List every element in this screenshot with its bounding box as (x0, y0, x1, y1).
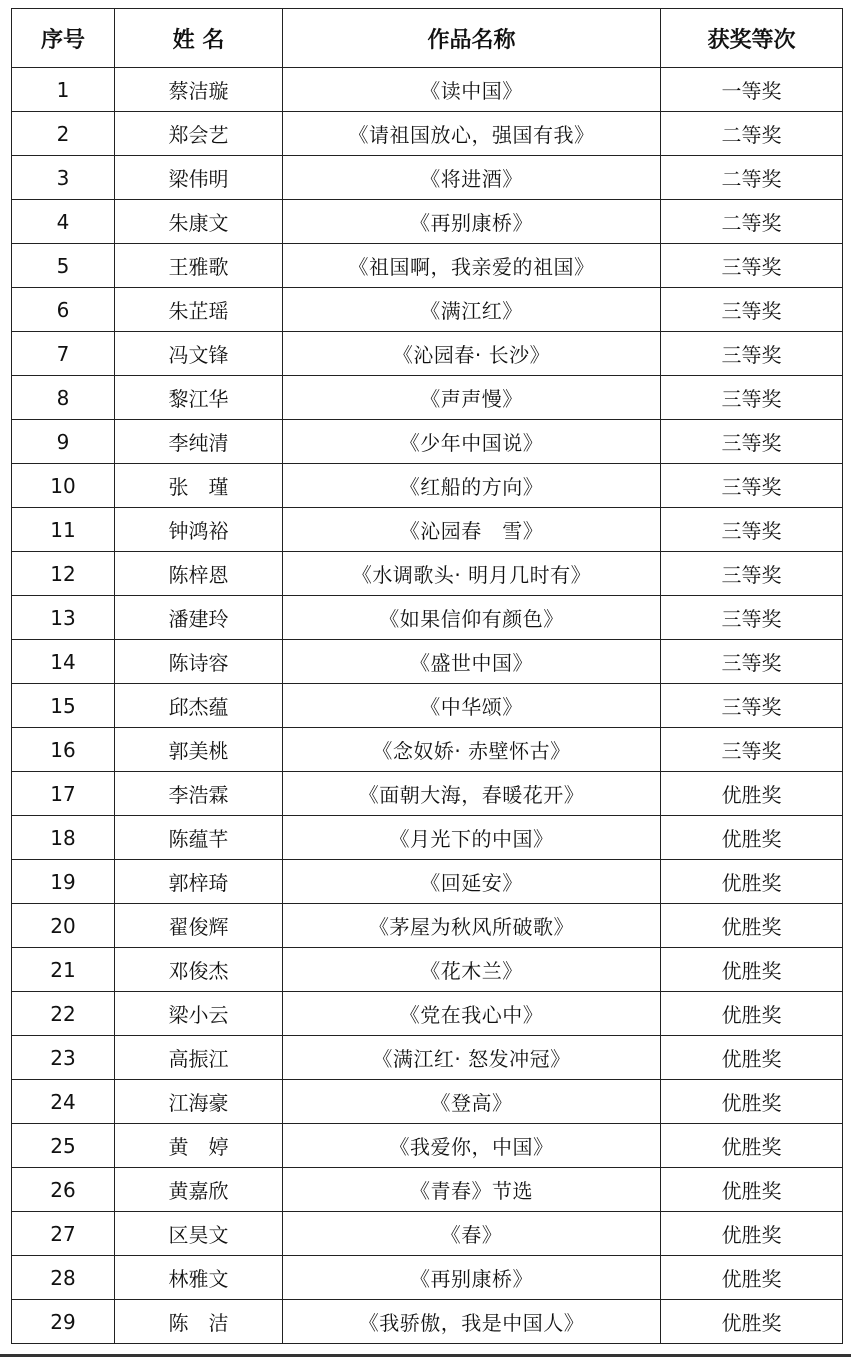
award-level: 三等奖 (661, 640, 843, 684)
award-level: 三等奖 (661, 728, 843, 772)
table-row (12, 1256, 843, 1300)
header-award: 获奖等次 (661, 9, 843, 68)
award-level: 优胜奖 (661, 1124, 843, 1168)
work-title: 《读中国》 (283, 68, 661, 112)
row-number: 18 (12, 816, 115, 860)
row-number: 24 (12, 1080, 115, 1124)
winner-name: 邓俊杰 (115, 948, 283, 992)
winner-name: 郑会艺 (115, 112, 283, 156)
table-row (12, 860, 843, 904)
winner-name: 郭美桃 (115, 728, 283, 772)
table-row (12, 288, 843, 332)
row-number: 26 (12, 1168, 115, 1212)
winner-name: 王雅歌 (115, 244, 283, 288)
winner-name: 黄 婷 (115, 1124, 283, 1168)
table-row (12, 1212, 843, 1256)
award-level: 三等奖 (661, 376, 843, 420)
award-level: 三等奖 (661, 552, 843, 596)
award-level: 优胜奖 (661, 948, 843, 992)
winner-name: 翟俊辉 (115, 904, 283, 948)
work-title: 《花木兰》 (283, 948, 661, 992)
table-row (12, 1300, 843, 1344)
winner-name: 李浩霖 (115, 772, 283, 816)
award-level: 一等奖 (661, 68, 843, 112)
table-row (12, 552, 843, 596)
award-level: 优胜奖 (661, 1300, 843, 1344)
table-row (12, 596, 843, 640)
row-number: 1 (12, 68, 115, 112)
row-number: 7 (12, 332, 115, 376)
work-title: 《青春》节选 (283, 1168, 661, 1212)
winner-name: 高振江 (115, 1036, 283, 1080)
award-level: 三等奖 (661, 244, 843, 288)
table-row (12, 816, 843, 860)
row-number: 10 (12, 464, 115, 508)
winner-name: 冯文锋 (115, 332, 283, 376)
row-number: 6 (12, 288, 115, 332)
row-number: 13 (12, 596, 115, 640)
table-row (12, 1124, 843, 1168)
work-title: 《沁园春· 长沙》 (283, 332, 661, 376)
table-row (12, 1168, 843, 1212)
winner-name: 黄嘉欣 (115, 1168, 283, 1212)
winner-name: 陈梓恩 (115, 552, 283, 596)
award-level: 三等奖 (661, 464, 843, 508)
bottom-rule (0, 1354, 851, 1357)
work-title: 《再别康桥》 (283, 1256, 661, 1300)
award-level: 优胜奖 (661, 1168, 843, 1212)
work-title: 《念奴娇· 赤壁怀古》 (283, 728, 661, 772)
table-row (12, 244, 843, 288)
row-number: 11 (12, 508, 115, 552)
row-number: 4 (12, 200, 115, 244)
award-level: 优胜奖 (661, 860, 843, 904)
row-number: 25 (12, 1124, 115, 1168)
table-row (12, 376, 843, 420)
row-number: 23 (12, 1036, 115, 1080)
winner-name: 张 瑾 (115, 464, 283, 508)
table-row (12, 508, 843, 552)
work-title: 《将进酒》 (283, 156, 661, 200)
work-title: 《面朝大海，春暖花开》 (283, 772, 661, 816)
work-title: 《满江红· 怒发冲冠》 (283, 1036, 661, 1080)
table-row (12, 992, 843, 1036)
award-level: 优胜奖 (661, 1036, 843, 1080)
table-row (12, 420, 843, 464)
award-level: 优胜奖 (661, 992, 843, 1036)
winner-name: 陈 洁 (115, 1300, 283, 1344)
row-number: 22 (12, 992, 115, 1036)
winner-name: 朱康文 (115, 200, 283, 244)
award-level: 二等奖 (661, 200, 843, 244)
award-level: 优胜奖 (661, 1256, 843, 1300)
winner-name: 郭梓琦 (115, 860, 283, 904)
header-name: 姓 名 (115, 9, 283, 68)
work-title: 《月光下的中国》 (283, 816, 661, 860)
table-row (12, 1080, 843, 1124)
work-title: 《再别康桥》 (283, 200, 661, 244)
winner-name: 江海豪 (115, 1080, 283, 1124)
winner-name: 朱芷瑶 (115, 288, 283, 332)
table-body (12, 68, 843, 1344)
table-row (12, 68, 843, 112)
row-number: 2 (12, 112, 115, 156)
table-row (12, 684, 843, 728)
work-title: 《党在我心中》 (283, 992, 661, 1036)
table-row (12, 156, 843, 200)
header-work: 作品名称 (283, 9, 661, 68)
winner-name: 邱杰蕴 (115, 684, 283, 728)
table-row (12, 1036, 843, 1080)
work-title: 《请祖国放心，强国有我》 (283, 112, 661, 156)
winner-name: 潘建玲 (115, 596, 283, 640)
row-number: 20 (12, 904, 115, 948)
winner-name: 梁小云 (115, 992, 283, 1036)
work-title: 《我骄傲，我是中国人》 (283, 1300, 661, 1344)
work-title: 《水调歌头· 明月几时有》 (283, 552, 661, 596)
row-number: 28 (12, 1256, 115, 1300)
winner-name: 钟鸿裕 (115, 508, 283, 552)
row-number: 29 (12, 1300, 115, 1344)
award-level: 优胜奖 (661, 1212, 843, 1256)
award-level: 三等奖 (661, 508, 843, 552)
work-title: 《声声慢》 (283, 376, 661, 420)
table-row (12, 464, 843, 508)
work-title: 《春》 (283, 1212, 661, 1256)
row-number: 16 (12, 728, 115, 772)
row-number: 8 (12, 376, 115, 420)
row-number: 19 (12, 860, 115, 904)
winner-name: 陈诗容 (115, 640, 283, 684)
award-level: 二等奖 (661, 156, 843, 200)
table-row (12, 948, 843, 992)
winner-name: 梁伟明 (115, 156, 283, 200)
work-title: 《少年中国说》 (283, 420, 661, 464)
row-number: 17 (12, 772, 115, 816)
row-number: 3 (12, 156, 115, 200)
award-level: 三等奖 (661, 596, 843, 640)
table-row (12, 772, 843, 816)
header-no: 序号 (12, 9, 115, 68)
award-level: 三等奖 (661, 420, 843, 464)
award-level: 三等奖 (661, 288, 843, 332)
row-number: 14 (12, 640, 115, 684)
award-level: 优胜奖 (661, 904, 843, 948)
work-title: 《盛世中国》 (283, 640, 661, 684)
work-title: 《回延安》 (283, 860, 661, 904)
row-number: 21 (12, 948, 115, 992)
work-title: 《中华颂》 (283, 684, 661, 728)
work-title: 《红船的方向》 (283, 464, 661, 508)
table-row (12, 640, 843, 684)
row-number: 5 (12, 244, 115, 288)
award-level: 二等奖 (661, 112, 843, 156)
award-level: 优胜奖 (661, 816, 843, 860)
winner-name: 蔡洁璇 (115, 68, 283, 112)
award-level: 三等奖 (661, 332, 843, 376)
work-title: 《登高》 (283, 1080, 661, 1124)
winner-name: 黎江华 (115, 376, 283, 420)
winner-name: 李纯清 (115, 420, 283, 464)
table-row (12, 332, 843, 376)
work-title: 《茅屋为秋风所破歌》 (283, 904, 661, 948)
table-row (12, 728, 843, 772)
table-row (12, 904, 843, 948)
table-header-row (12, 9, 843, 68)
winner-name: 陈蕴芊 (115, 816, 283, 860)
award-level: 优胜奖 (661, 772, 843, 816)
work-title: 《如果信仰有颜色》 (283, 596, 661, 640)
awards-table (11, 8, 843, 1344)
row-number: 9 (12, 420, 115, 464)
row-number: 27 (12, 1212, 115, 1256)
work-title: 《满江红》 (283, 288, 661, 332)
work-title: 《我爱你，中国》 (283, 1124, 661, 1168)
row-number: 12 (12, 552, 115, 596)
award-level: 优胜奖 (661, 1080, 843, 1124)
work-title: 《沁园春 雪》 (283, 508, 661, 552)
winner-name: 林雅文 (115, 1256, 283, 1300)
row-number: 15 (12, 684, 115, 728)
work-title: 《祖国啊，我亲爱的祖国》 (283, 244, 661, 288)
table-row (12, 200, 843, 244)
award-level: 三等奖 (661, 684, 843, 728)
table-row (12, 112, 843, 156)
winner-name: 区昊文 (115, 1212, 283, 1256)
